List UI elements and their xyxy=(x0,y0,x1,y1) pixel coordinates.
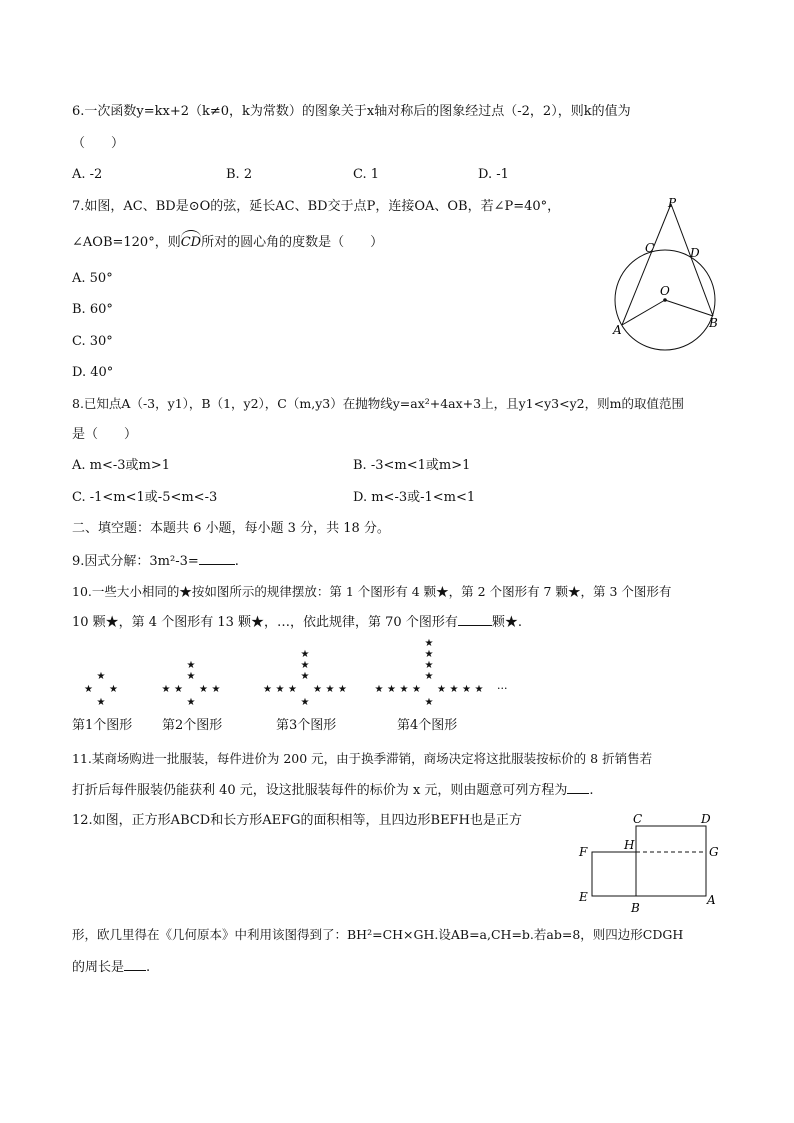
label-e: E xyxy=(579,890,588,904)
star-top-fig4: ★ xyxy=(424,638,434,649)
q10-line2-post: 颗★. xyxy=(491,615,522,630)
q10-line2-pre: 10 颗★，第 4 个图形有 13 颗★，…，依此规律，第 70 个图形有 xyxy=(72,615,458,630)
star-top-fig4: ★ xyxy=(424,660,434,671)
q11-answer-blank[interactable] xyxy=(567,781,589,794)
label-c: C xyxy=(645,241,655,255)
label-d: D xyxy=(701,812,711,826)
q6-option-c: C. 1 xyxy=(353,167,380,182)
q10-stem: 10.一些大小相同的★按如图所示的规律摆放：第 1 个图形有 4 颗★，第 2 个图形有 7 颗★，第 3 个图形有 xyxy=(72,584,672,599)
label-f: F xyxy=(579,845,588,859)
section-2-heading: 二、填空题：本题共 6 小题，每小题 3 分，共 18 分。 xyxy=(72,521,390,536)
q6-option-a: A. -2 xyxy=(72,167,103,182)
q12-line3-pre: 的周长是 xyxy=(72,960,125,975)
q7-option-a: A. 50° xyxy=(72,271,113,286)
q8-stem: 8.已知点A（-3，y1），B（1，y2），C（m,y3）在抛物线y=ax²+4ax+3上，且y1<y3<y2，则m的取值范围 xyxy=(72,396,684,411)
segment-pb xyxy=(671,204,713,316)
label-o: O xyxy=(660,284,670,298)
q9-answer-blank[interactable] xyxy=(199,552,235,565)
star-right-fig3: ★ xyxy=(325,684,335,695)
q11-stem: 11.某商场购进一批服装，每件进价为 200 元，由于换季滞销，商场决定将这批服装按标价的 8 折销售若 xyxy=(72,751,653,766)
segment-ob xyxy=(665,300,713,316)
q10-answer-blank[interactable] xyxy=(458,613,492,626)
star-top-fig1: ★ xyxy=(96,671,106,682)
q10-stem-line2 xyxy=(72,613,522,632)
label-d: D xyxy=(690,246,700,260)
star-bottom-fig2: ★ xyxy=(186,697,196,708)
star-right-fig4: ★ xyxy=(462,684,471,695)
center-point xyxy=(663,298,667,302)
pattern-ellipsis: ··· xyxy=(497,682,508,695)
q9-end: . xyxy=(234,554,239,569)
star-left-fig4: ★ xyxy=(412,684,421,695)
star-right-fig2: ★ xyxy=(199,684,208,695)
q6-answer-paren: （ ） xyxy=(72,136,125,151)
star-left-fig3: ★ xyxy=(275,684,285,695)
q7-option-b: B. 60° xyxy=(72,302,113,317)
q6-option-b: B. 2 xyxy=(226,167,253,182)
star-right-fig2: ★ xyxy=(211,684,221,695)
q8-option-a: A. m<-3或m>1 xyxy=(72,458,171,473)
q7-option-c: C. 30° xyxy=(72,334,113,349)
q12-stem: 12.如图，正方形ABCD和长方形AEFG的面积相等，且四边形BEFH也是正方 xyxy=(72,813,522,828)
star-top-fig4: ★ xyxy=(424,649,434,660)
star-group xyxy=(84,638,484,708)
q7-option-d: D. 40° xyxy=(72,365,114,380)
star-top-fig2: ★ xyxy=(186,660,196,671)
q7-stem: 7.如图，AC、BD是⊙O的弦，延长AC、BD交于点P，连接OA、OB，若∠P=40°， xyxy=(72,199,561,214)
label-h: H xyxy=(624,838,635,852)
star-bottom-fig4: ★ xyxy=(424,697,434,708)
q12-line3-post: . xyxy=(146,960,151,975)
q11-line2-post: . xyxy=(589,783,594,798)
q9-text: 9.因式分解：3m²-3= xyxy=(72,554,199,569)
star-right-fig4: ★ xyxy=(437,684,446,695)
q8-option-c: C. -1<m<1或-5<m<-3 xyxy=(72,490,218,505)
star-left-fig4: ★ xyxy=(387,684,396,695)
star-top-fig3: ★ xyxy=(300,649,310,660)
q12-stem-line2: 形，欧几里得在《几何原本》中利用该图得到了：BH²=CH×GH.设AB=a,CH=b.若ab=8，则四边形CDGH xyxy=(72,927,684,942)
figure-label-1: 第1个图形 xyxy=(72,718,133,733)
q6-stem: 6.一次函数y=kx+2（k≠0，k为常数）的图象关于x轴对称后的图象经过点（-2，2），则k的值为 xyxy=(72,104,631,119)
star-right-fig3: ★ xyxy=(313,684,322,695)
q7-circle-figure xyxy=(605,190,735,360)
q6-option-d: D. -1 xyxy=(478,167,509,182)
q7-stem-line2 xyxy=(72,234,383,252)
label-p: P xyxy=(668,196,677,210)
q12-answer-blank[interactable] xyxy=(124,958,146,971)
star-top-fig4: ★ xyxy=(424,671,434,682)
label-b: B xyxy=(631,901,640,915)
q8-stem-line2: 是（ ） xyxy=(72,427,138,442)
star-top-fig3: ★ xyxy=(300,671,310,682)
q7-line2-post: 所对的圆心角的度数是（ ） xyxy=(201,235,384,250)
figure-label-2: 第2个图形 xyxy=(162,718,223,733)
star-left-fig4: ★ xyxy=(399,684,409,695)
q12-stem-line3 xyxy=(72,958,150,977)
label-b: B xyxy=(709,316,718,330)
segment-oa xyxy=(622,300,665,325)
star-right-fig3: ★ xyxy=(338,684,347,695)
label-a: A xyxy=(707,893,716,907)
star-bottom-fig1: ★ xyxy=(96,697,106,708)
star-left-fig4: ★ xyxy=(374,684,384,695)
q8-option-b: B. -3<m<1或m>1 xyxy=(353,458,471,473)
star-right-fig4: ★ xyxy=(449,684,459,695)
star-bottom-fig3: ★ xyxy=(300,697,310,708)
q9-stem xyxy=(72,552,239,571)
star-left-fig2: ★ xyxy=(174,684,183,695)
q12-square-figure xyxy=(575,812,725,917)
q7-line2-pre: ∠AOB=120°，则 xyxy=(72,235,181,250)
square-befh xyxy=(592,852,636,896)
q8-option-d: D. m<-3或-1<m<1 xyxy=(353,490,476,505)
q10-star-pattern xyxy=(70,636,530,716)
label-a: A xyxy=(613,323,622,337)
square-abcd xyxy=(636,826,706,896)
figure-label-4: 第4个图形 xyxy=(397,718,458,733)
figure-label-3: 第3个图形 xyxy=(276,718,337,733)
star-left-fig1: ★ xyxy=(84,684,93,695)
star-left-fig3: ★ xyxy=(288,684,297,695)
label-g: G xyxy=(709,845,719,859)
star-right-fig1: ★ xyxy=(109,684,118,695)
star-left-fig3: ★ xyxy=(263,684,272,695)
star-left-fig2: ★ xyxy=(161,684,171,695)
label-c: C xyxy=(633,812,643,826)
star-top-fig3: ★ xyxy=(300,660,310,671)
q7-arc-cd: CD xyxy=(180,235,202,250)
q11-stem-line2 xyxy=(72,781,594,800)
star-right-fig4: ★ xyxy=(474,684,484,695)
star-top-fig2: ★ xyxy=(186,671,196,682)
q11-line2-pre: 打折后每件服装仍能获利 40 元，设这批服装每件的标价为 x 元，则由题意可列方程为 xyxy=(72,783,568,798)
